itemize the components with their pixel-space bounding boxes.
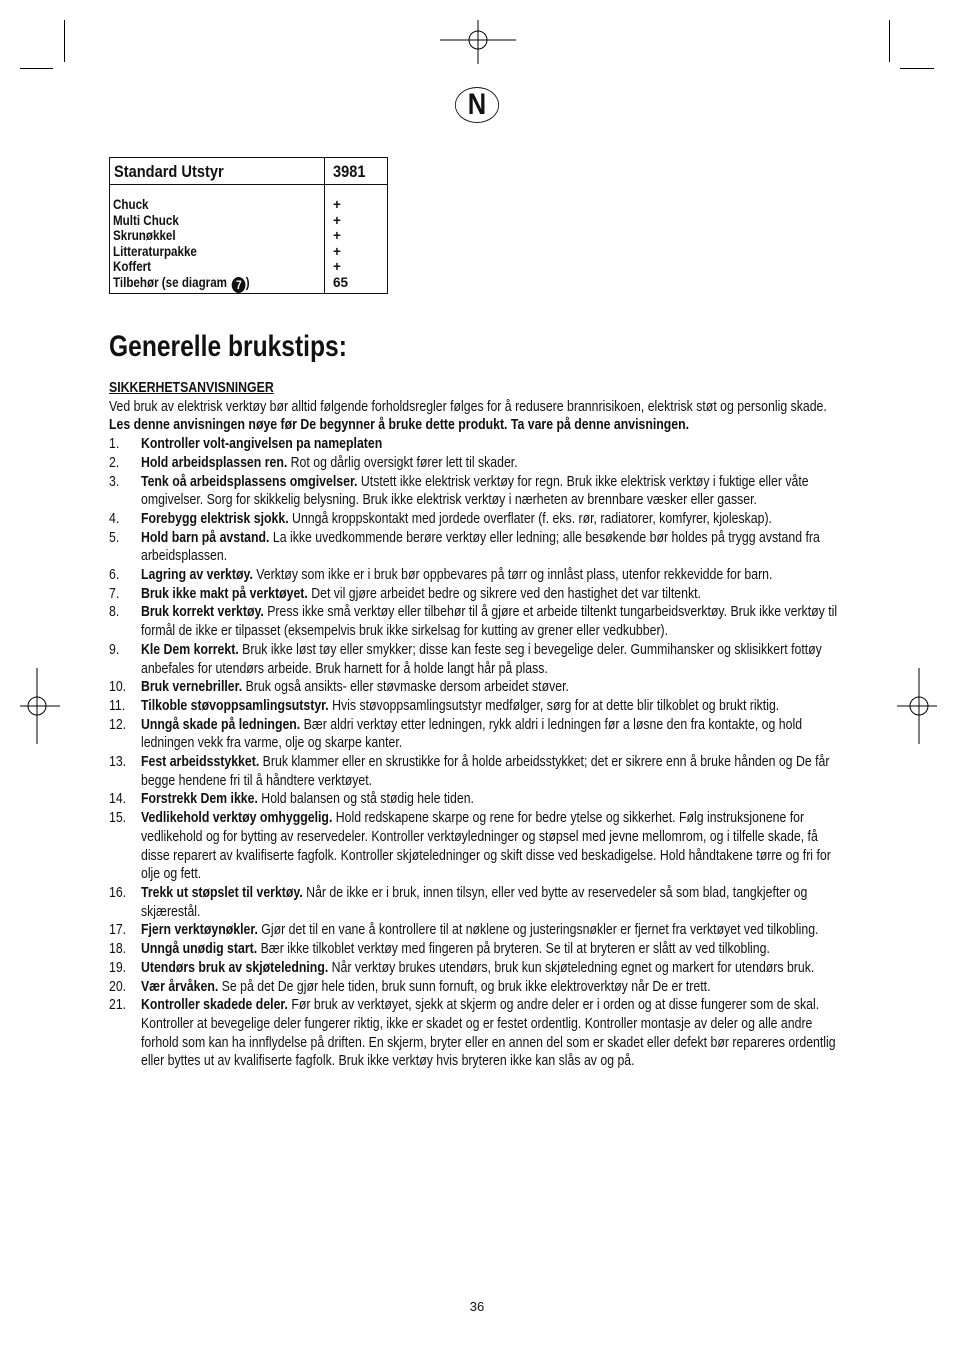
list-item-heading: Kontroller volt-angivelsen pa nameplaten: [140, 435, 383, 453]
list-item-heading: Unngå unødig start.: [140, 940, 258, 958]
list-item-text: Gjør det til en vane å kontrollere til at nøklene og justeringsnøkler er fjernet fra verktøyet ved tilkobling.: [257, 921, 819, 939]
list-item-text: Bær ikke tilkoblet verktøy med fingeren på bryteren. Se til at bryteren er slått av ved tilkobling.: [257, 940, 770, 958]
section-title: SIKKERHETSANVISNINGER: [109, 379, 274, 396]
registration-mark-left-icon: [20, 668, 60, 744]
list-item: [109, 996, 847, 1071]
list-item-number: 15.: [109, 809, 127, 827]
table-item-label-accessories: Tilbehør (se diagram 7 ): [113, 274, 250, 292]
list-item-number: 21.: [109, 996, 127, 1014]
safety-rules-list: [109, 435, 847, 1071]
list-item-heading: Bruk vernebriller.: [140, 678, 243, 696]
table-item-value: +: [333, 228, 341, 244]
list-item-number: 9.: [109, 640, 120, 658]
table-item-value: +: [333, 259, 341, 275]
list-item-heading: Vær årvåken.: [140, 977, 219, 995]
table-item-column: [113, 197, 250, 293]
list-item: [109, 529, 847, 566]
list-item-text: Unngå kroppskontakt med jordede overflater (f. eks. rør, radiatorer, komfyrer, kjoleskap).: [288, 509, 772, 527]
list-item-number: 1.: [109, 435, 120, 453]
safety-intro: Ved bruk av elektrisk verktøy bør alltid følgende forholdsregler følges for å redusere brannrisikoen, elektrisk støt og personlig skade. Les denne anvisningen nøye før De begynner å bruke dette produkt. Ta vare på denne anvisningen.: [109, 397, 827, 434]
list-item: [109, 921, 847, 940]
table-divider: [324, 158, 325, 293]
list-item-text: Hvis støvoppsamlingsutstyr medfølger, sørg for at dette blir tilkoblet og brukt riktig.: [328, 696, 780, 714]
list-item-heading: Bruk korrekt verktøy.: [140, 603, 264, 621]
list-item-heading: Trekk ut støpslet til verktøy.: [140, 883, 303, 901]
list-item-number: 10.: [109, 678, 127, 696]
table-item-label: Litteraturpakke: [113, 243, 197, 259]
table-item-value: +: [333, 212, 341, 228]
table-header-model: 3981: [333, 162, 366, 181]
list-item-heading: Vedlikehold verktøy omhyggelig.: [140, 809, 333, 827]
list-item-number: 19.: [109, 958, 127, 976]
table-value-column: [333, 197, 348, 291]
list-item-heading: Kontroller skadede deler.: [140, 996, 288, 1014]
list-item: [109, 809, 847, 884]
list-item-number: 3.: [109, 472, 120, 490]
crop-mark-top-right-v: [889, 20, 890, 62]
list-item-number: 7.: [109, 584, 120, 602]
list-item-text: Hold redskapene skarpe og rene for bedre ytelse og sikkerhet. Følg instruksjonene for vedlikehold og for bytting av reservedeler. Kontroller verktøyledninger og støpsel med jevne mellomrom, og i tilfelle skade, få disse reparert av kvalifiserte fagfolk. Kontroller skjøteledninger og skift disse ved beskadigelse. Hold håndtakene tørre og fri for olje og fett.: [140, 809, 831, 883]
crop-mark-top-right-h: [900, 68, 934, 69]
table-item-label: Koffert: [113, 259, 152, 275]
list-item: [109, 473, 847, 510]
list-item-text: Når de ikke er i bruk, innen tilsyn, eller ved bytte av reservedeler så som blad, tangkjefter og skjærestål.: [140, 883, 808, 920]
list-item: [109, 435, 847, 454]
list-item: [109, 790, 847, 809]
list-item-number: 20.: [109, 977, 127, 995]
registration-mark-right-icon: [897, 668, 937, 744]
crop-mark-top-left-v: [64, 20, 65, 62]
list-item-text: Når verktøy brukes utendørs, bruk kun skjøteledning egnet og markert for utendørs bruk.: [328, 958, 815, 976]
table-item-label: Skrunøkkel: [113, 228, 176, 244]
list-item-text: Bruk også ansikts- eller støvmaske dersom arbeidet støver.: [242, 678, 569, 696]
list-item-text: La ikke uvedkommende berøre verktøy eller ledning; alle besøkende bør holdes på trygg avstand fra arbeidsplassen.: [140, 528, 820, 565]
table-item-label: Multi Chuck: [113, 212, 179, 228]
list-item-number: 5.: [109, 528, 120, 546]
list-item-number: 16.: [109, 883, 127, 901]
list-item: [109, 716, 847, 753]
list-item: [109, 884, 847, 921]
list-item: [109, 940, 847, 959]
safety-section: [109, 379, 847, 1071]
list-item-text: Bruk klammer eller en skrustikke for å holde arbeidsstykket; det er sikrere enn å bruke hånden og De får begge hendene fri til å håndtere verktøyet.: [140, 753, 830, 789]
list-item-number: 17.: [109, 921, 127, 939]
list-item-text: Utstett ikke elektrisk verktøy for regn. Bruk ikke elektrisk verktøy i fuktige eller våte omgivelser. Sorg for skikkelig belysning. Bruk ikke elektrisk verktøy i nærheten av brennbare væsker eller gasser.: [140, 472, 809, 509]
list-item-number: 11.: [109, 696, 126, 714]
list-item-heading: Hold arbeidsplassen ren.: [140, 453, 288, 471]
registration-mark-top-icon: [438, 20, 518, 64]
list-item-heading: Tenk oå arbeidsplassens omgivelser.: [140, 472, 358, 490]
list-item: [109, 585, 847, 604]
list-item: [109, 603, 847, 640]
list-item: [109, 959, 847, 978]
list-item-number: 13.: [109, 753, 127, 771]
table-header-label: Standard Utstyr: [114, 162, 224, 181]
list-item-text: Se på det De gjør hele tiden, bruk sunn fornuft, og bruk ikke elektroverktøy når De er trett.: [218, 977, 711, 995]
diagram-number-badge: 7: [232, 277, 246, 293]
list-item-heading: Fjern verktøynøkler.: [140, 921, 258, 939]
list-item-number: 6.: [109, 566, 120, 584]
language-badge: N: [455, 87, 499, 123]
table-item-value: +: [333, 197, 341, 212]
list-item-heading: Unngå skade på ledningen.: [140, 715, 301, 733]
list-item-text: Bruk ikke løst tøy eller smykker; disse kan feste seg i bevegelige deler. Gummihansker og sklisikkert fottøy anbefales for utendørs arbeide. Bruk harnett for å holde langt hår på plass.: [140, 640, 822, 677]
list-item: [109, 678, 847, 697]
list-item-heading: Hold barn på avstand.: [140, 528, 270, 546]
list-item: [109, 510, 847, 529]
table-item-value: +: [333, 243, 341, 259]
list-item-heading: Fest arbeidsstykket.: [140, 753, 260, 771]
table-item-value: 65: [333, 274, 349, 290]
list-item-heading: Utendørs bruk av skjøteledning.: [140, 958, 329, 976]
list-item-text: Før bruk av verktøyet, sjekk at skjerm og andre deler er i orden og at disse fungerer som de skal. Kontroller at bevegelige deler fungerer riktig, ikke er skadet og er festet ordentlig. Kontroller montasje av deler og alle andre forhold som kan ha innflydelse på driften. En skjerm, bryter eller en annen del som er skadet eller defekt bør repareres ordentlig eller byttes ut av kvalifiserte fagfolk. Bruk ikke verktøy hvis bryteren ikke kan slås av og på.: [140, 996, 836, 1070]
list-item-text: Press ikke små verktøy eller tilbehør til å gjøre et arbeide tiltenkt tungarbeidsverktøy. Bruk ikke verktøy til formål de ikke er tilpasset (eksempelvis bruk ikke sirkelsag for kutting av grener eller vedkubber).: [140, 603, 838, 640]
list-item-number: 14.: [109, 790, 127, 808]
list-item: [109, 753, 847, 790]
list-item: [109, 641, 847, 678]
list-item: [109, 566, 847, 585]
list-item-text: Rot og dårlig oversigkt fører lett til skader.: [287, 453, 518, 471]
page-title: Generelle brukstips:: [109, 330, 347, 363]
list-item-heading: Forebygg elektrisk sjokk.: [140, 509, 289, 527]
list-item: [109, 978, 847, 997]
list-item-text: Verktøy som ikke er i bruk bør oppbevares på tørr og innlåst plass, utenfor rekkevidde for barn.: [252, 566, 773, 584]
list-item-text: Det vil gjøre arbeidet bedre og sikrere ved den hastighet det var tiltenkt.: [307, 584, 701, 602]
list-item-text: Hold balansen og stå stødig hele tiden.: [257, 790, 474, 808]
list-item-number: 18.: [109, 940, 127, 958]
list-item-heading: Kle Dem korrekt.: [140, 640, 239, 658]
crop-mark-top-left-h: [20, 68, 53, 69]
standard-equipment-table: [109, 157, 388, 294]
list-item-heading: Forstrekk Dem ikke.: [140, 790, 258, 808]
page-number: 36: [469, 1299, 485, 1314]
list-item-number: 2.: [109, 453, 120, 471]
list-item-heading: Lagring av verktøy.: [140, 566, 253, 584]
list-item-heading: Bruk ikke makt på verktøyet.: [140, 584, 308, 602]
list-item-heading: Tilkoble støvoppsamlingsutstyr.: [140, 696, 329, 714]
list-item-text: Bær aldri verktøy etter ledningen, rykk aldri i ledningen før a løsne den fra kontakte, og hold ledningen vekk fra varme, olje og skarpe kanter.: [140, 715, 803, 752]
list-item-number: 8.: [109, 603, 120, 621]
list-item-number: 4.: [109, 509, 120, 527]
list-item: [109, 697, 847, 716]
table-item-label: Chuck: [113, 197, 149, 212]
list-item-number: 12.: [109, 715, 127, 733]
list-item: [109, 454, 847, 473]
